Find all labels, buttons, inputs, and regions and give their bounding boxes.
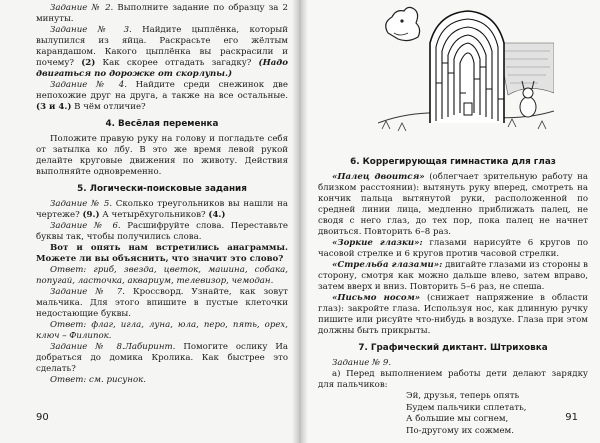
task-3-label: Задание № 3. [50, 25, 132, 35]
task-5-text: Сколько треугольников вы нашли на чертеже? [36, 199, 289, 220]
task-6 [36, 221, 288, 243]
anagram-paragraph: Вот и опять нам встретились анаграммы. Можете ли вы объяснить, что значит это слово? [36, 243, 288, 264]
answer-6 [36, 265, 288, 287]
task-4-text: Найдите среди снежинок две непохожие друг на друга, а также на все остальные. [36, 80, 288, 101]
task-5-answer-1: (9.) [82, 210, 100, 220]
page-number-left: 90 [36, 412, 49, 423]
task-6-label: Задание № 6. [50, 221, 121, 231]
poem-line: По-другому их сожмем. [406, 425, 514, 436]
exercise-4-text: (снижает напряжение в области глаз): закройте глаза. Используя нос, как длинную ручку пишите или рисуйте что-нибудь в воздухе. Глаза при этом должны быть прикрыты. [318, 293, 588, 336]
answer-8 [36, 375, 288, 386]
exercise-1-text: (облегчает зрительную работу на близком расстоянии): вытянуть руку вперед, смотреть на кончик пальца вытянутой руки, расположенной по средней линии лица, медленно приближать палец, не сводя с него глаз, до тех пор, пока палец не начнет двоиться. Повторить 6–8 раз. [318, 172, 588, 237]
answer-7-text: флаг, игла, луна, юла, перо, пять, орех, ключ – Филипок. [36, 320, 288, 341]
task-2 [36, 3, 288, 25]
exercise-3-title: «Стрельба глазами»: [332, 260, 443, 270]
exercise-3-text: двигайте глазами из стороны в сторону, смотря как можно дальше влево, затем вправо, затем вверх и вниз. Повторить 5–6 раз, не спеша. [318, 260, 588, 292]
section-heading-7: 7. Графический диктант. Штриховка [358, 343, 548, 353]
task-7 [36, 287, 288, 320]
answer-6-text: гриб, звезда, цветок, машина, собака, попугай, ласточка, аквариум, телевизор, чемодан. [36, 265, 288, 286]
task-4-label: Задание № 4. [50, 80, 127, 90]
answer-8-label: Ответ: [50, 375, 87, 385]
task-8-label: Задание № 8. [50, 342, 125, 352]
page-number-right: 91 [565, 412, 578, 423]
task-4 [36, 80, 288, 113]
answer-7-label: Ответ: [50, 320, 87, 330]
task-5-label: Задание № 5. [50, 199, 113, 209]
exercise-1 [318, 172, 588, 238]
task-9-label [318, 358, 588, 369]
exercise-3 [318, 260, 588, 293]
task-3-question: Как скорее отгадать загадку? [95, 58, 259, 68]
exercise-2 [318, 238, 588, 260]
section-heading-4: 4. Весёлая переменка [105, 119, 219, 129]
task-8-title: Лабиринт. [124, 342, 176, 352]
exercise-1-title: «Палец двоится» [332, 172, 425, 182]
task-5-answer-2: (4.) [208, 210, 226, 220]
task-3 [36, 25, 288, 80]
section-heading-6: 6. Коррегирующая гимнастика для глаз [350, 157, 556, 167]
task-9-a: а) Перед выполнением работы дети делают зарядку для пальчиков: [318, 369, 588, 390]
task-6-text: Расшифруйте слова. Переставьте буквы так, чтобы получились слова. [36, 221, 288, 242]
task-3-text: Найдите цыплёнка, который вылупился из яйца. Раскрасьте его жёлтым карандашом. Какого цыплёнка вы раскрасили и почему? [36, 25, 288, 68]
section-heading-5: 5. Логически-поисковые задания [77, 184, 247, 194]
exercise-2-title: «Зоркие глазки»: [332, 238, 423, 248]
exercise-4-title: «Письмо носом» [332, 293, 421, 303]
maze-illustration [378, 3, 554, 143]
answer-7 [36, 320, 288, 342]
right-page [298, 0, 600, 443]
task-4-question: В чём отличие? [71, 102, 146, 112]
left-page [0, 0, 298, 443]
poem-line: Будем пальчики сплетать, [406, 402, 527, 413]
task-2-text: Выполните задание по образцу за 2 минуты. [36, 3, 289, 24]
task-4-answer: (3 и 4.) [36, 102, 72, 112]
task-7-text: Кроссворд. Узнайте, как зовут мальчика. Для этого впишите в пустые клеточки недостающие буквы. [36, 287, 288, 319]
poem-line: Эй, друзья, теперь опять [406, 391, 520, 401]
task-3-answer: (2) [81, 58, 96, 68]
task-8-text: Помогите ослику Иа добраться до домика Кролика. Как быстрее это сделать? [36, 342, 289, 374]
answer-6-label: Ответ: [50, 265, 87, 275]
poem-line: А большие мы согнем, [406, 414, 509, 424]
task-8 [36, 342, 288, 375]
task-5 [36, 199, 288, 221]
task-9-label-text: Задание № 9. [332, 358, 392, 368]
task-7-label: Задание № 7. [50, 287, 125, 297]
finger-poem [406, 391, 588, 437]
section-4-text: Положите правую руку на голову и погладьте себя от затылка ко лбу. В это же время левой рукой делайте круговые движения по животу. Действия выполняйте одновременно. [36, 134, 288, 177]
task-3-hint: (Надо двигаться по дорожке от скорлупы.) [36, 58, 289, 79]
task-2-label: Задание № 2. [50, 3, 114, 13]
task-5-question-2: А четырёхугольников? [99, 210, 209, 220]
answer-8-text: см. рисунок. [86, 375, 146, 385]
exercise-2-text: глазами нарисуйте 6 кругов по часовой стрелке и 6 кругов против часовой стрелки. [318, 238, 589, 259]
exercise-4 [318, 293, 588, 337]
